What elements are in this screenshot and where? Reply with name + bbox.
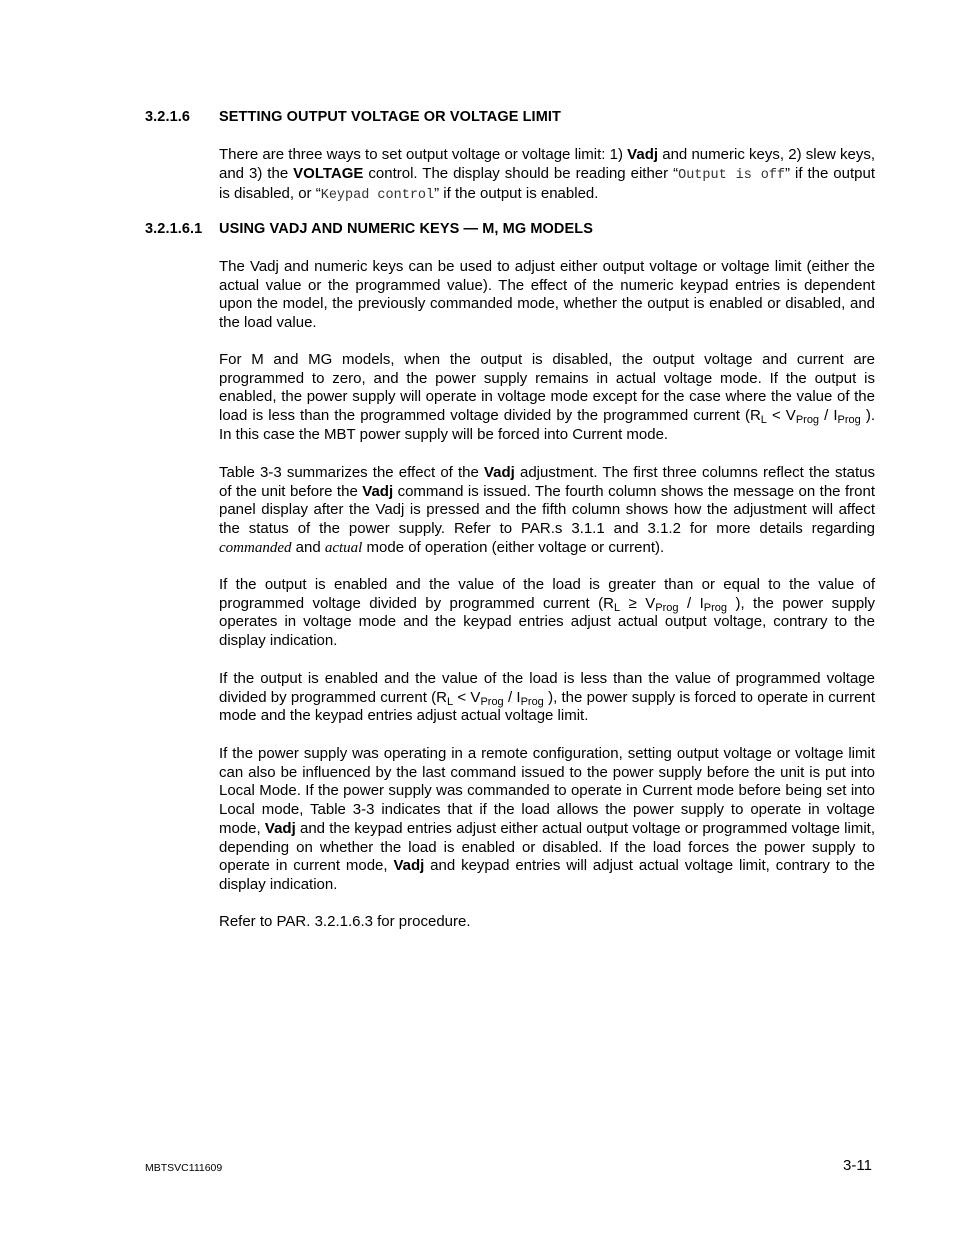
text-run: Table 3-3 summarizes the effect of the <box>219 464 484 481</box>
text-run: and keypad entries will adjust actual voltage limit, contrary to the display indication. <box>219 857 875 893</box>
text-run: and <box>291 538 325 556</box>
paragraph-table-3-3 <box>219 464 875 558</box>
text-run: and the keypad entries adjust either actual output voltage or programmed voltage limit, depending on whether the load is enabled or disabled. If the load forces the power supply to operate in current mode, <box>219 819 875 875</box>
paragraph-load-greater <box>219 576 875 651</box>
subscript: Prog <box>520 695 544 708</box>
bold-term: VOLTAGE <box>293 164 364 182</box>
section-number: 3.2.1.6 <box>145 109 191 125</box>
bold-term: Vadj <box>627 146 659 163</box>
subscript: L <box>447 695 454 708</box>
text-run: and numeric keys, 2) slew keys, and 3) the <box>219 146 876 182</box>
text-run: ), the power supply operates in voltage mode and the keypad entries adjust actual output voltage, contrary to the display indication. <box>219 594 876 650</box>
paragraph-vadj-numeric: The Vadj and numeric keys can be used to adjust either output voltage or voltage limit (either the actual value or the programmed value). The effect of the numeric keypad entries is dependent upon the model, the previously commanded mode, whether the output is enabled or disabled, and the load value. <box>219 258 875 332</box>
paragraph-refer-procedure: Refer to PAR. 3.2.1.6.3 for procedure. <box>219 913 471 930</box>
display-message: Output is off <box>678 167 786 183</box>
paragraph-load-less <box>219 670 875 726</box>
text-run: ). In this case the MBT power supply will be forced into Current mode. <box>219 407 875 443</box>
text-run: < V <box>453 688 481 706</box>
text-run: mode of operation (either voltage or current). <box>362 538 665 556</box>
text-run: ” if the output is enabled. <box>434 185 599 203</box>
text-run: adjustment. The first three columns reflect the status of the unit before the <box>219 464 875 500</box>
bold-term: Vadj <box>393 857 425 875</box>
italic-term: actual <box>324 539 363 556</box>
text-run: / I <box>678 594 704 612</box>
bold-term: Vadj <box>264 819 296 837</box>
display-message: Keypad control <box>320 188 435 204</box>
text-run: There are three ways to set output voltage or voltage limit: 1) <box>219 146 628 163</box>
subscript: Prog <box>795 414 820 427</box>
text-run: ” if the output is disabled, or “ <box>219 164 875 203</box>
subscript: L <box>614 601 621 614</box>
text-run: / I <box>819 407 838 425</box>
text-run: control. The display should be reading either “ <box>363 164 679 182</box>
italic-term: commanded <box>219 539 292 556</box>
text-run: If the output is enabled and the value of the load is less than the value of programmed voltage divided by programmed current (R <box>219 670 875 706</box>
text-run: ≥ V <box>620 594 656 612</box>
subscript: L <box>760 414 767 427</box>
section-number: 3.2.1.6.1 <box>145 221 203 237</box>
text-run: If the output is enabled and the value of the load is greater than or equal to the value of programmed voltage divided by programmed current (R <box>219 576 875 612</box>
text-run: If the power supply was operating in a remote configuration, setting output voltage or voltage limit can also be influenced by the last command issued to the power supply before the unit is put into Local Mode. If the power supply was commanded to operate in Current mode before being set into Local mode, Table 3-3 indicates that if the load allows the power supply to operate in voltage mode, <box>219 745 875 837</box>
paragraph-three-ways <box>219 146 875 206</box>
text-run: < V <box>766 407 796 425</box>
bold-term: Vadj <box>362 482 394 500</box>
section-heading-3-2-1-6 <box>145 109 561 125</box>
text-run: / I <box>503 688 521 706</box>
text-run: For M and MG models, when the output is disabled, the output voltage and current are programmed to zero, and the power supply remains in actual voltage mode. If the output is enabled, the power supply will operate in voltage mode except for the case where the value of the load is less than the programmed voltage divided by the programmed current (R <box>219 351 875 425</box>
subscript: Prog <box>837 414 861 427</box>
footer-document-id: MBTSVC111609 <box>145 1162 223 1174</box>
section-title: SETTING OUTPUT VOLTAGE OR VOLTAGE LIMIT <box>219 109 561 125</box>
paragraph-m-mg-models <box>219 351 875 445</box>
section-title: USING VADJ AND NUMERIC KEYS — M, MG MODELS <box>219 221 593 237</box>
subscript: Prog <box>480 695 504 708</box>
subscript: Prog <box>703 601 727 614</box>
section-heading-3-2-1-6-1 <box>145 221 593 237</box>
subscript: Prog <box>655 601 679 614</box>
paragraph-remote-configuration <box>219 745 875 895</box>
footer-page-number: 3-11 <box>843 1157 872 1174</box>
text-run: ), the power supply is forced to operate in current mode and the keypad entries adjust actual voltage limit. <box>219 688 875 725</box>
text-run: command is issued. The fourth column shows the message on the front panel display after the Vadj is pressed and the fifth column shows how the adjustment will affect the status of the power supply. Refer to PAR.s 3.1.1 and 3.1.2 for more details regarding <box>219 482 875 538</box>
bold-term: Vadj <box>483 464 515 481</box>
